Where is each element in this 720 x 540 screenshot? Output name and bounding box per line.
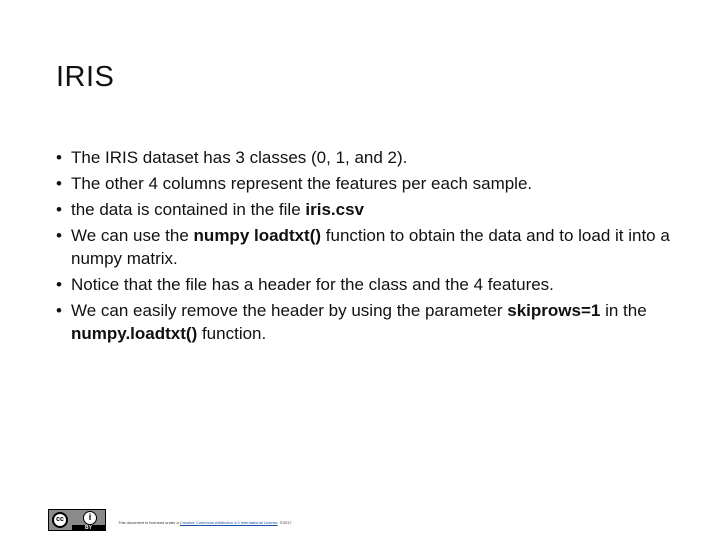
bullet-text: [71, 174, 532, 193]
bullet-bold-run: iris.csv: [305, 200, 364, 219]
attribution-person-icon: i: [83, 511, 97, 525]
bullet-item: [56, 273, 696, 296]
bullet-run: in the: [600, 301, 647, 320]
license-prefix: This document is licensed under a: [118, 520, 180, 525]
license-link[interactable]: Creative Commons Attribution 4.0 International License: [179, 520, 278, 525]
bullet-item: [56, 224, 696, 270]
bullet-bold-run: skiprows=1: [507, 301, 601, 320]
by-label: BY: [72, 525, 105, 531]
bullet-item: [56, 146, 696, 169]
bullet-item: [56, 198, 696, 221]
bullet-list: [56, 146, 696, 348]
bullet-text: [71, 148, 407, 167]
bullet-run: The IRIS dataset has 3 classes (0, 1, and 2).: [71, 148, 408, 167]
bullet-dot-icon: •: [56, 148, 62, 167]
bullet-dot-icon: •: [56, 275, 62, 294]
bullet-run: We can use the: [71, 226, 194, 245]
bullet-run: function to obtain the data and to load it into a numpy matrix.: [71, 226, 670, 268]
bullet-run: We can easily remove the header by using the parameter: [71, 301, 508, 320]
slide-title: IRIS: [56, 61, 115, 93]
bullet-run: The other 4 columns represent the features per each sample.: [71, 174, 533, 193]
bullet-dot-icon: •: [56, 226, 62, 245]
bullet-dot-icon: •: [56, 301, 62, 320]
bullet-item: [56, 299, 696, 345]
bullet-run: the data is contained in the file: [71, 200, 306, 219]
bullet-text: [71, 200, 364, 219]
bullet-bold-run: numpy loadtxt(): [193, 226, 322, 245]
bullet-text: [71, 275, 554, 294]
bullet-run: function.: [197, 324, 267, 343]
bullet-dot-icon: •: [56, 174, 62, 193]
bullet-run: Notice that the file has a header for the class and the 4 features.: [71, 275, 554, 294]
bullet-text: [71, 226, 670, 268]
bullet-text: [71, 301, 647, 343]
license-footer: [118, 520, 292, 526]
license-suffix: . ©2017: [277, 520, 292, 525]
bullet-item: [56, 172, 696, 195]
bullet-dot-icon: •: [56, 200, 62, 219]
cc-icon: cc: [52, 512, 68, 528]
bullet-bold-run: numpy.loadtxt(): [71, 324, 198, 343]
cc-by-license-badge[interactable]: [48, 509, 106, 531]
